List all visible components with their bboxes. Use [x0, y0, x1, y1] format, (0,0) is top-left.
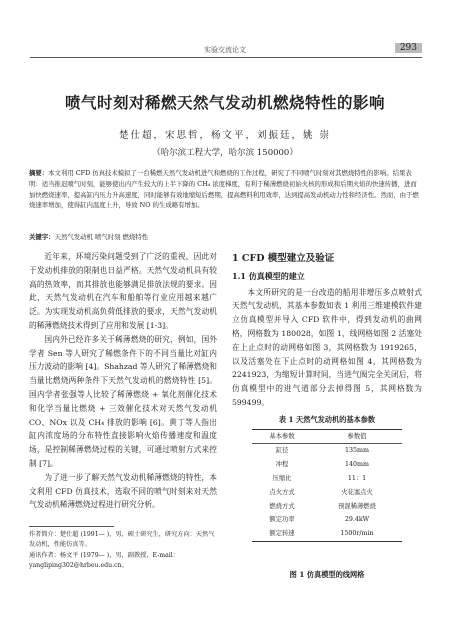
model-paragraph: 本文所研究的是一台改造的船用非增压多点喷射式天然气发动机，其基本参数如表 1 利用三维建模软件建立仿真模型并导入 CFD 软件中，得到发动机的曲网格，网格数为 180028，如图 1，线网格如图 2 活塞处在上止点时的动网格如图 3，其网格数为 1919265，以及活塞处在下止点时的动网格如图 4，其网格数为 2241923，为缩短计算时间，当进气阀完全关闭后，将仿真模型中的进气道部分去掉得图 5，其网格数为 599499。 — [232, 287, 422, 407]
table-row — [252, 527, 402, 541]
table-cell: 燃烧方式 — [269, 502, 295, 510]
table-header-cell: 参数值 — [347, 432, 367, 440]
table-cell: 火花塞点火 — [341, 488, 373, 496]
paper-title: 喷气时刻对稀燃天然气发动机燃烧特性的影响 — [64, 93, 385, 112]
section-heading: 1 CFD 模型建立及验证 — [232, 253, 335, 264]
table-cell: 冲程 — [275, 461, 289, 469]
table-row — [252, 513, 402, 527]
table-cell: 点火方式 — [269, 488, 295, 496]
table-cell: 压缩比 — [272, 474, 292, 482]
table-cell: 预混稀薄燃烧 — [338, 502, 376, 510]
header-divider — [30, 57, 422, 58]
table-cell: 135mm — [345, 447, 369, 455]
running-header: 实验交流论文 — [204, 46, 246, 54]
table-cell: 1500r/min — [340, 530, 374, 538]
author-list: 楚仕超，宋思哲，杨文平，刘振廷，姚 崇 — [118, 130, 332, 141]
table-cell: 140mm — [345, 461, 369, 469]
author-bio-footnote: 作者简介：楚仕超 (1991— )，男，硕士研究生，研究方向：天然气发动机，性能仿真等。 — [29, 531, 215, 549]
figure-caption: 图 1 仿真模型的线网格 — [289, 570, 365, 579]
table-cell: 额定转速 — [269, 530, 295, 538]
keywords-text: 天然气发动机 喷气时刻 燃烧特性 — [54, 233, 149, 241]
table-header-cell: 基本参数 — [269, 432, 295, 440]
table-row — [252, 500, 402, 514]
table-row — [252, 458, 402, 472]
page-number: 293 — [395, 43, 422, 53]
footnote-divider — [29, 526, 114, 527]
subsection-heading: 1.1 仿真模型的建立 — [232, 270, 305, 281]
table-cell: 额定功率 — [269, 516, 295, 524]
affiliation: （哈尔滨工程大学，哈尔滨 150000） — [152, 148, 298, 158]
engine-parameters-table — [252, 429, 402, 542]
table-row — [252, 472, 402, 486]
intro-paragraph: 为了进一步了解天然气发动机稀薄燃烧的特性，本文利用 CFD 仿真技术，选取不同的喷气时刻来对天然气发动机稀薄燃烧过程进行研究分析。 — [29, 472, 217, 510]
footnotes — [29, 530, 217, 571]
table-cell: 缸径 — [275, 447, 289, 455]
table-header-row — [252, 429, 402, 444]
table-row — [252, 444, 402, 458]
corresponding-author-footnote: 通讯作者：杨文平 (1979— )，男，副教授，E-mail：yangliping302@hrbeu.edu.cn。 — [29, 551, 179, 569]
table-cell: 11：1 — [347, 474, 367, 482]
intro-paragraph: 近年来，环境污染问题受到了广泛的重视，因此对于发动机排放的限制也日益严格。天然气发动机具有较高的热效率，而其排放也能够满足排放法规的要求。因此，天然气发动机在汽车和船舶等行业应用越来越广泛。为实现发动机高负荷低排放的要求，天然气发动机的稀薄燃烧技术得到了应用和发展 [1-3]。 — [29, 252, 217, 330]
intro-paragraph: 国内外已经许多关于稀薄燃烧的研究，例如，国外学者 Sen 等人研究了稀燃条件下的不同当量比对缸内压力波动的影响 [4]。Shahzad 等人研究了稀薄燃烧和当量比燃烧两种条件下天然气发动机的燃烧特性 [5]。国内学者张强等人比较了稀薄燃烧 + 氧化剂催化技术和化学当量比燃烧 + 三效催化技术对天然气发动机 CO、NOx 以及 CH₄ 排放的影响 [6]。黄丁等人指出缸内浓度场的分布特性直接影响火焰传播速度和温度场，是控制稀薄燃烧过程的关键，可通过喷射方式来控制 [7]。 — [29, 334, 217, 468]
table-cell: 29.4kW — [344, 516, 370, 524]
right-column — [232, 250, 422, 542]
abstract-label: 摘要： — [29, 169, 49, 177]
keywords — [29, 232, 422, 241]
keywords-label: 关键字： — [29, 233, 55, 241]
table-caption: 表 1 天然气发动机的基本参数 — [278, 414, 376, 424]
left-column — [29, 250, 217, 512]
abstract-text: 本文利用 CFD 仿真技术模拟了一台稀燃天然气发动机进气和燃烧的工作过程，研究了不同喷气时刻对其燃烧特性的影响。结果表明：适当推迟喷气时刻，能够使出内产生较大的上半下降的 CH₄ 浓度梯度，有利于稀薄燃烧初始火核的形成和后期火焰的快速传播，进而加快燃烧速率，提高缸内压力升高速度，同时能够有效地缩短后燃期，提高燃料利用效率，达到提高发动机动力性和经济性。然而，由于燃烧速率增加，使得缸内温度上升，导致 NO 的生成略有增加。 — [29, 169, 419, 210]
table-row — [252, 486, 402, 500]
abstract — [29, 168, 422, 211]
